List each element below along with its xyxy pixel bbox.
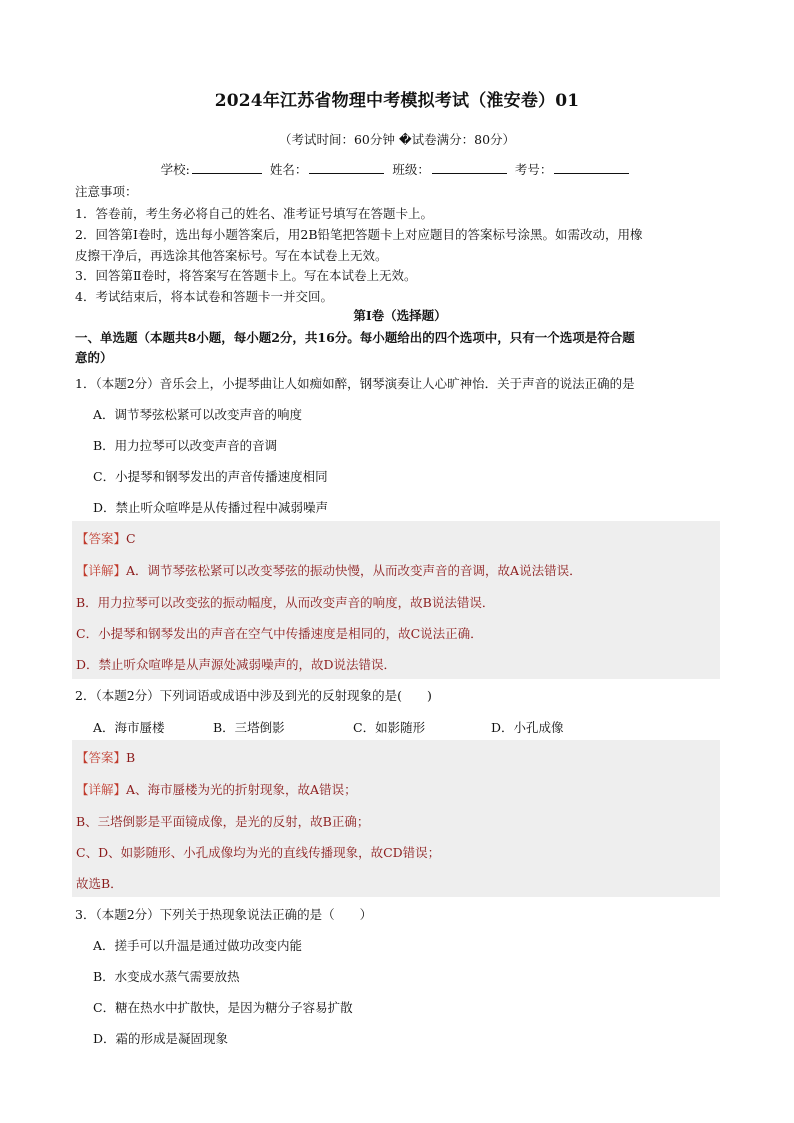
notice-item: 3．回答第Ⅱ卷时，将答案写在答题卡上。写在本试卷上无效。 bbox=[75, 268, 417, 283]
q1-detail-d: D．禁止听众喧哗是从声源处减弱噪声的，故D说法错误． bbox=[76, 657, 397, 672]
class-label: 班级： bbox=[392, 162, 430, 177]
q1-option-d: D．禁止听众喧哗是从传播过程中减弱噪声 bbox=[93, 500, 329, 515]
q1-detail-b: B．用力拉琴可以改变弦的振动幅度，从而改变声音的响度，故B说法错误． bbox=[76, 595, 495, 610]
q1-option-c: C．小提琴和钢琴发出的声音传播速度相同 bbox=[93, 469, 328, 484]
notice-item: 皮擦干净后，再选涂其他答案标号。写在本试卷上无效。 bbox=[75, 248, 388, 263]
notice-item: 4．考试结束后，将本试卷和答题卡一并交回。 bbox=[75, 289, 333, 304]
q2-option-d: D．小孔成像 bbox=[491, 720, 564, 735]
exam-subtitle: （考试时间：60分钟 �试卷满分：80分） bbox=[278, 132, 516, 147]
q3-option-a: A．搓手可以升温是通过做功改变内能 bbox=[93, 938, 303, 953]
name-blank bbox=[309, 160, 384, 174]
school-label: 学校: bbox=[160, 162, 190, 177]
q3-option-b: B．水变成水蒸气需要放热 bbox=[93, 969, 240, 984]
exam-no-label: 考号： bbox=[514, 162, 553, 177]
part-heading-line2: 意的） bbox=[75, 350, 113, 365]
q1-option-a: A．调节琴弦松紧可以改变声音的响度 bbox=[93, 407, 303, 422]
q2-option-b: B．三塔倒影 bbox=[213, 720, 285, 735]
q1-answer: 【答案】C bbox=[76, 531, 136, 546]
name-label: 姓名： bbox=[269, 162, 308, 177]
q3-stem: 3．（本题2分）下列关于热现象说法正确的是（ ） bbox=[75, 907, 373, 922]
q1-stem: 1．（本题2分）音乐会上，小提琴曲让人如痴如醉，钢琴演奏让人心旷神怡．关于声音的说法正确的是 bbox=[75, 376, 635, 391]
q1-detail-a: 【详解】A．调节琴弦松紧可以改变琴弦的振动快慢，从而改变声音的音调，故A说法错误． bbox=[76, 563, 582, 578]
q2-detail-a: 【详解】A、海市蜃楼为光的折射现象，故A错误； bbox=[76, 782, 357, 797]
notice-heading: 注意事项： bbox=[75, 184, 138, 199]
student-info bbox=[0, 160, 794, 178]
q1-detail-c: C．小提琴和钢琴发出的声音在空气中传播速度是相同的，故C说法正确． bbox=[76, 626, 483, 641]
q2-option-a: A．海市蜃楼 bbox=[93, 720, 165, 735]
class-blank bbox=[432, 160, 507, 174]
q2-stem: 2．（本题2分）下列词语或成语中涉及到光的反射现象的是( ) bbox=[75, 688, 432, 703]
q2-detail-b: B、三塔倒影是平面镜成像，是光的反射，故B正确； bbox=[76, 814, 370, 829]
section-title: 第Ⅰ卷（选择题） bbox=[353, 308, 447, 323]
q2-option-c: C．如影随形 bbox=[353, 720, 426, 735]
q2-detail-c: C、D、如影随形、小孔成像均为光的直线传播现象，故CD错误； bbox=[76, 845, 441, 860]
notice-item: 1．答卷前，考生务必将自己的姓名、准考证号填写在答题卡上。 bbox=[75, 206, 433, 221]
q2-answer: 【答案】B bbox=[76, 750, 136, 765]
q2-detail-d: 故选B． bbox=[76, 876, 123, 891]
exam-title: 2024年江苏省物理中考模拟考试（淮安卷）01 bbox=[214, 91, 580, 111]
q3-option-c: C．糖在热水中扩散快，是因为糖分子容易扩散 bbox=[93, 1000, 353, 1015]
exam-no-blank bbox=[554, 160, 629, 174]
q2-options bbox=[93, 718, 564, 736]
school-blank bbox=[192, 160, 262, 174]
notice-item: 2．回答第Ⅰ卷时，选出每小题答案后，用2B铅笔把答题卡上对应题目的答案标号涂黑。如需改动，用橡 bbox=[75, 227, 643, 242]
q3-option-d: D．霜的形成是凝固现象 bbox=[93, 1031, 229, 1046]
q1-option-b: B．用力拉琴可以改变声音的音调 bbox=[93, 438, 278, 453]
part-heading-line1: 一、单选题（本题共8小题，每小题2分，共16分。每小题给出的四个选项中，只有一个选项是符合题 bbox=[75, 330, 635, 345]
